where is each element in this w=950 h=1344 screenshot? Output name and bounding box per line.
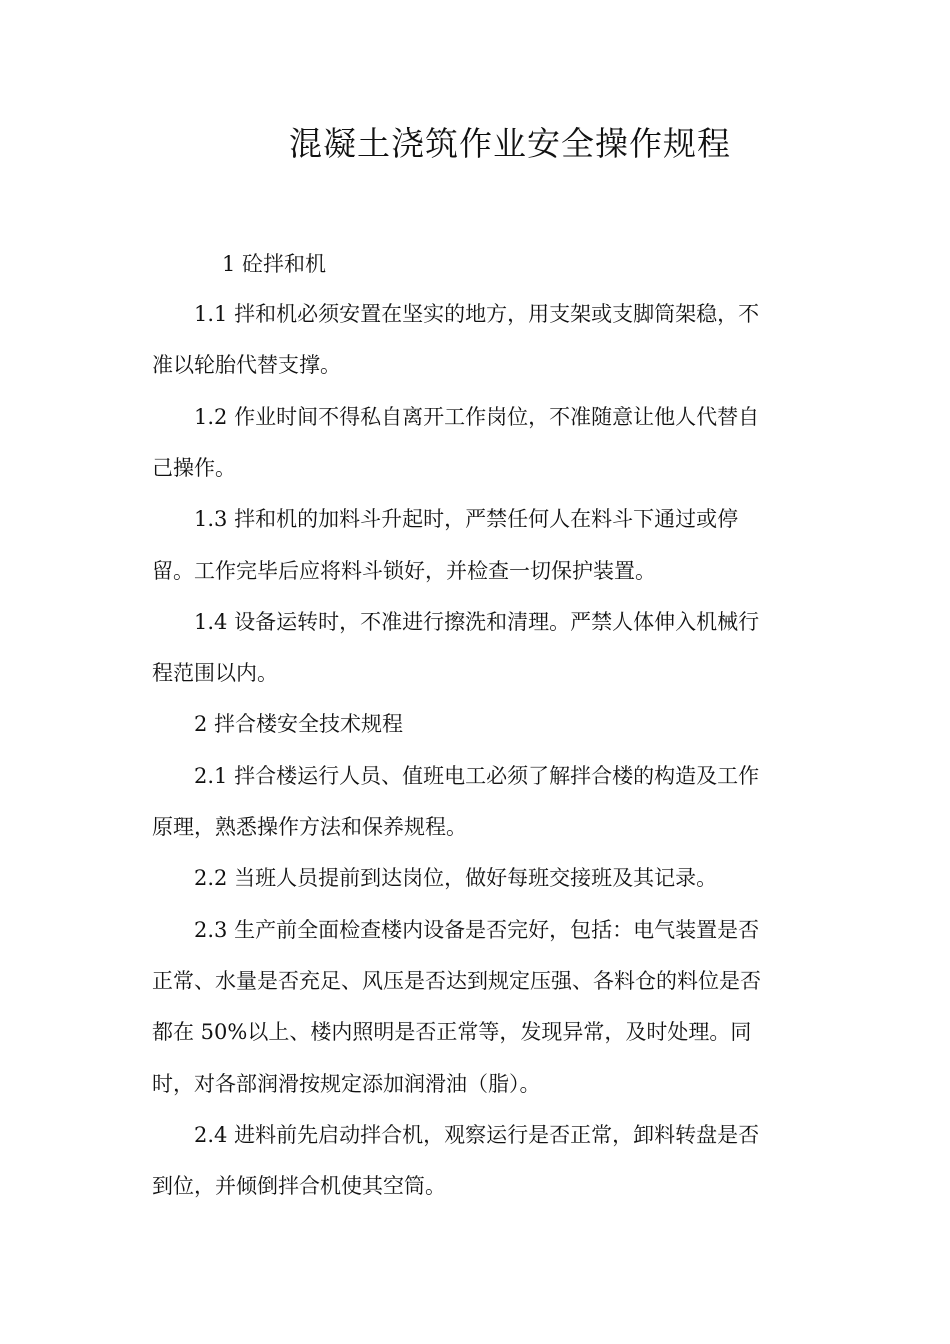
paragraph-line: 1.2 作业时间不得私自离开工作岗位，不准随意让他人代替自	[194, 405, 760, 429]
paragraph-line: 到位，并倾倒拌合机使其空筒。	[152, 1174, 446, 1198]
paragraph-line: 2.1 拌合楼运行人员、值班电工必须了解拌合楼的构造及工作	[194, 764, 760, 788]
paragraph-line: 2.3 生产前全面检查楼内设备是否完好，包括：电气装置是否	[194, 918, 760, 942]
section-heading: 2 拌合楼安全技术规程	[194, 712, 404, 736]
paragraph-line: 1.1 拌和机必须安置在坚实的地方，用支架或支脚筒架稳，不	[194, 302, 760, 326]
document-title: 混凝土浇筑作业安全操作规程	[289, 124, 731, 163]
paragraph-line: 1.4 设备运转时，不准进行擦洗和清理。严禁人体伸入机械行	[194, 610, 760, 634]
paragraph-line: 2.2 当班人员提前到达岗位，做好每班交接班及其记录。	[194, 866, 718, 890]
paragraph-line: 准以轮胎代替支撑。	[152, 353, 341, 377]
paragraph-line: 原理，熟悉操作方法和保养规程。	[152, 815, 467, 839]
section-heading: 1 砼拌和机	[222, 252, 327, 276]
paragraph-line: 程范围以内。	[152, 661, 278, 685]
paragraph-line: 己操作。	[152, 456, 236, 480]
paragraph-line: 时，对各部润滑按规定添加润滑油（脂）。	[152, 1072, 541, 1096]
paragraph-line: 正常、水量是否充足、风压是否达到规定压强、各料仓的料位是否	[152, 969, 761, 993]
paragraph-line: 2.4 进料前先启动拌合机，观察运行是否正常，卸料转盘是否	[194, 1123, 760, 1147]
paragraph-line: 留。工作完毕后应将料斗锁好，并检查一切保护装置。	[152, 559, 656, 583]
paragraph-line: 1.3 拌和机的加料斗升起时，严禁任何人在料斗下通过或停	[194, 507, 739, 531]
paragraph-line: 都在 50%以上、楼内照明是否正常等，发现异常，及时处理。同	[152, 1020, 752, 1044]
